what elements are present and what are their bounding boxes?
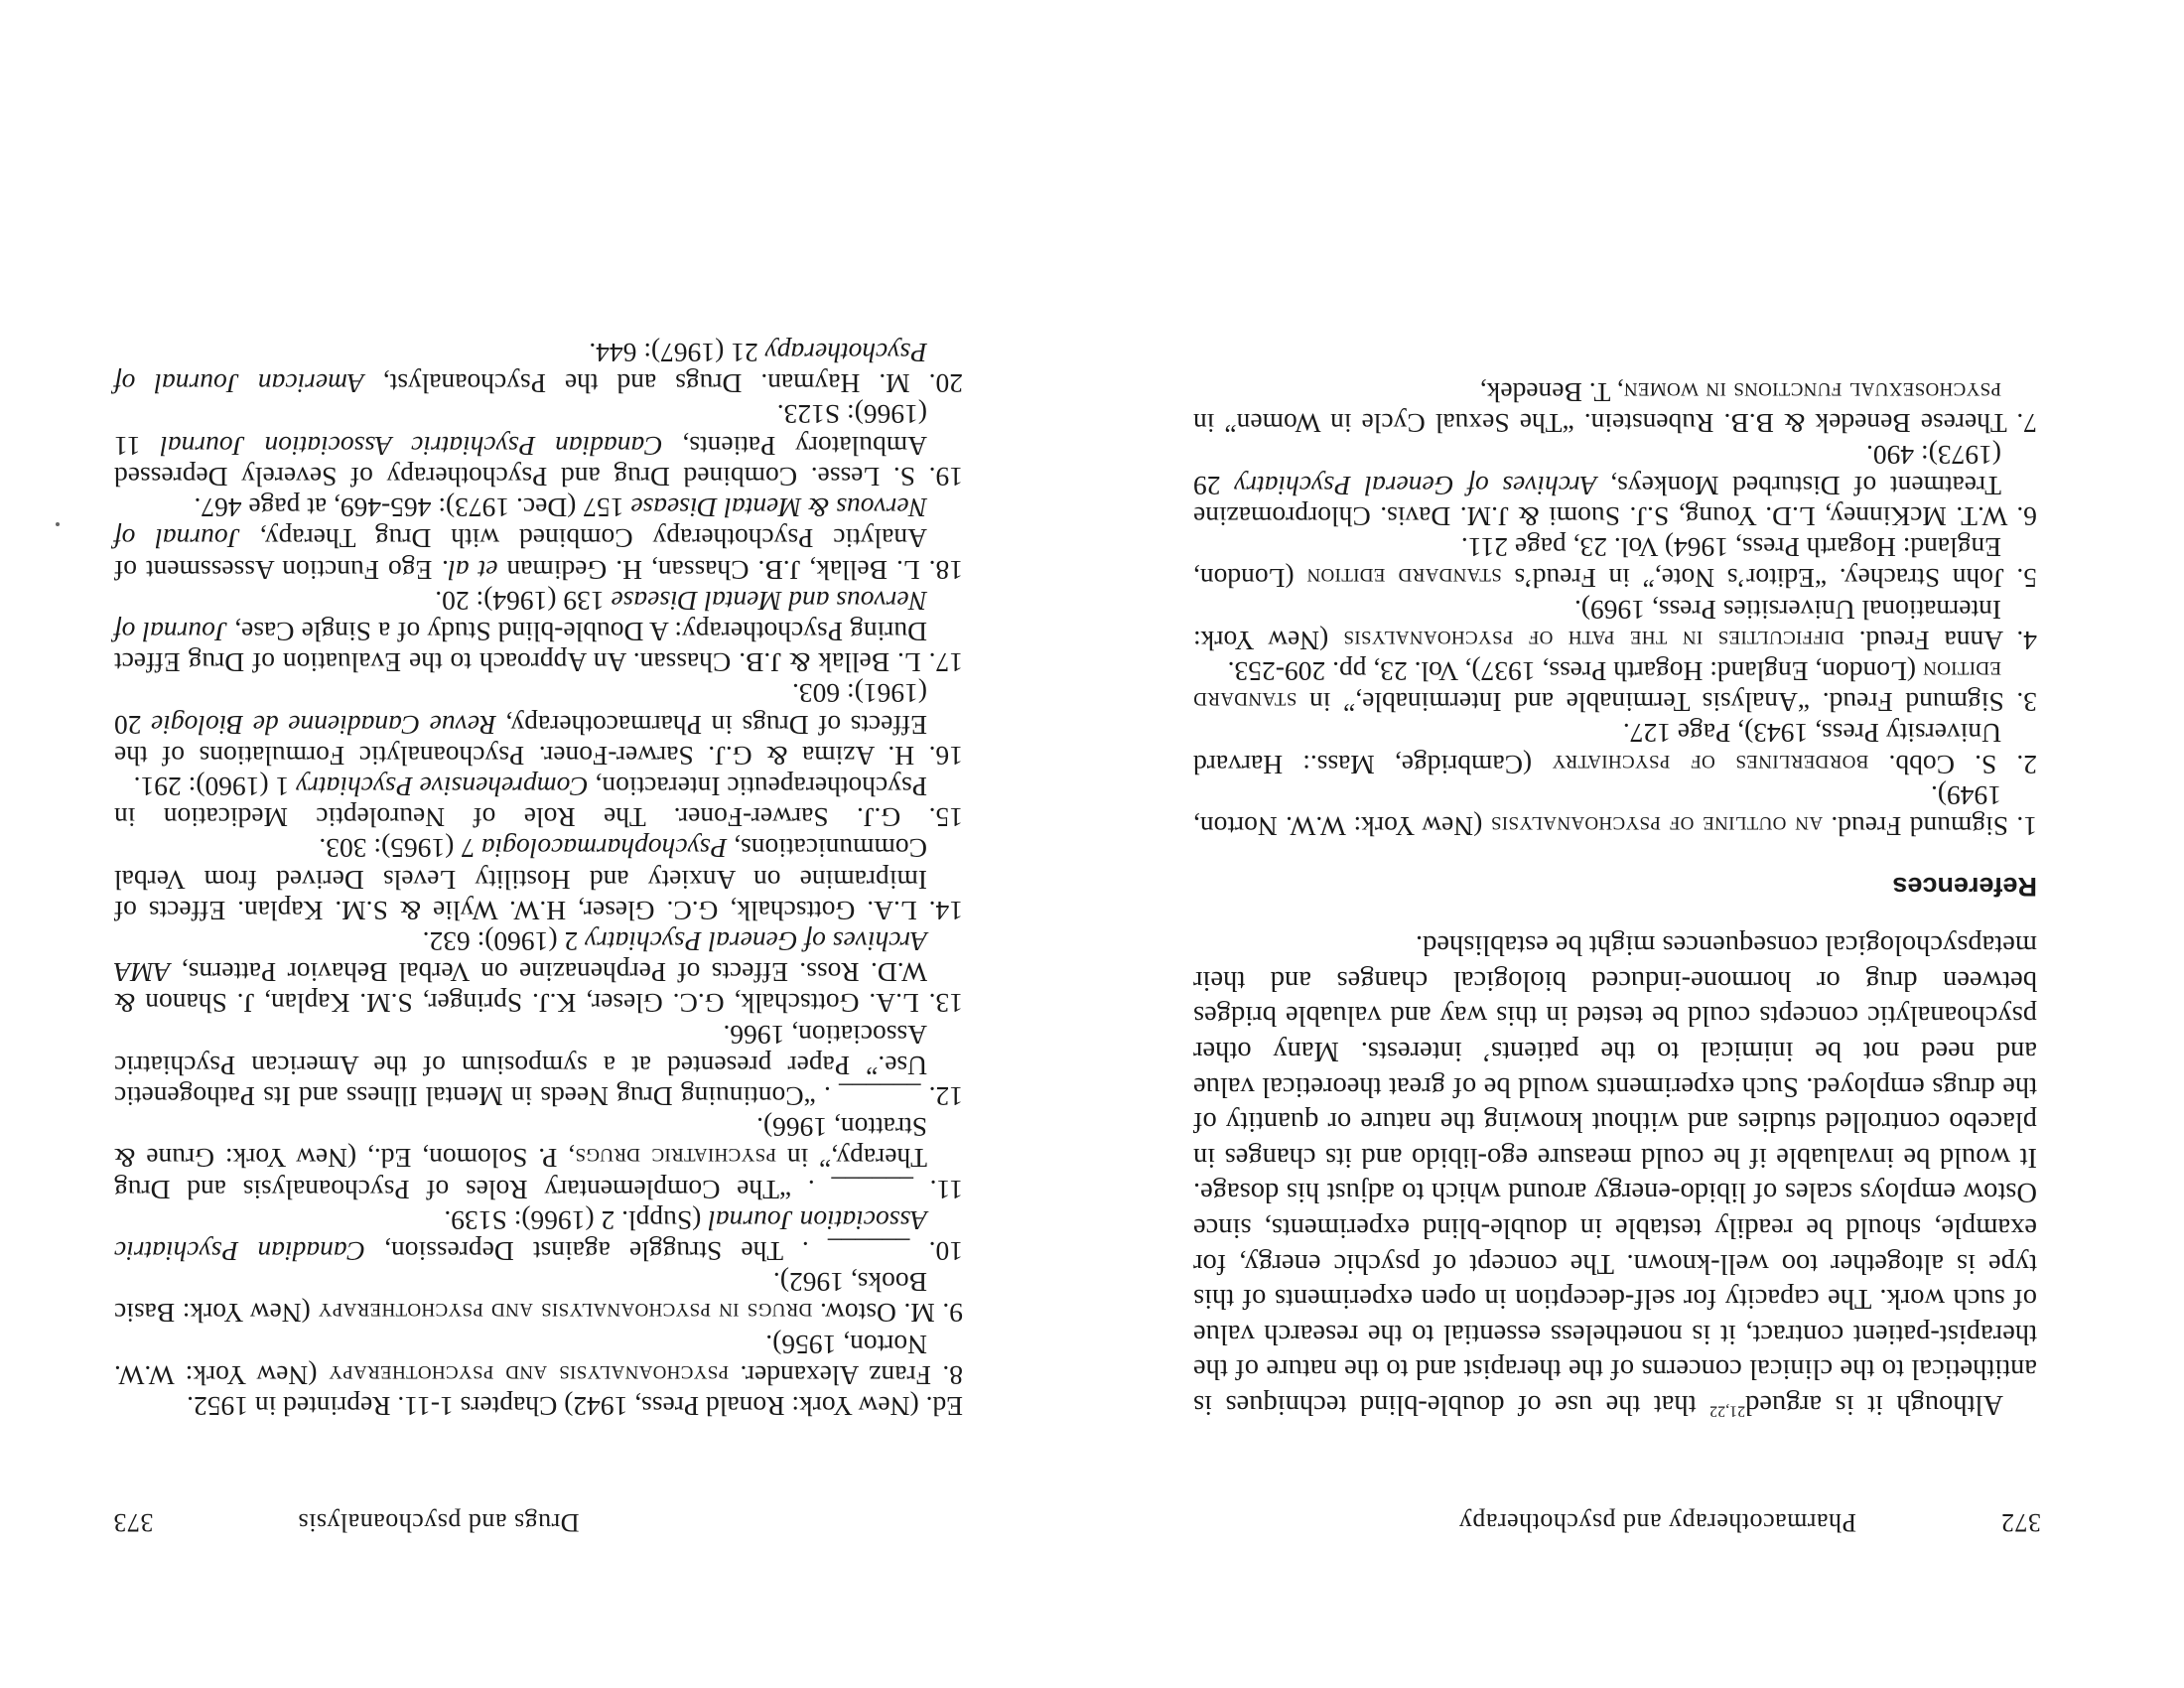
reference-entry: 17. L. Bellak & J.B. Chassan. An Approach to the Evaluation of Drug Effect During Psychotherapy: A Double-blind Study of a Single Case, Journal of Nervous and Mental Disease 139 (1964): 20. [114,585,963,679]
running-head-title: Drugs and psychoanalysis [298,1508,580,1537]
running-head-title: Pharmacotherapy and psychotherapy [1458,1508,1856,1537]
reference-entry: 1. Sigmund Freud. an outline of psychoanalysis (New York: W.W. Norton, 1949). [1193,779,2037,843]
reference-entry: 3. Sigmund Freud. “Analysis Terminable and Interminable,” in standard edition (London, England: Hogarth Press, 1937), Vol. 23, pp. 209-253. [1193,656,2037,719]
reference-entry: 2. S. Cobb. borderlines of psychiatry (Cambridge, Mass.: Harvard University Press, 1943), Page 127. [1192,718,2037,780]
reference-entry: 14. L.A. Gottschalk, G.C. Gleser, H.W. Wylie & S.M. Kaplan. Effects of Imipramine on Anxiety and Hostility Levels Derived from Verbal Communications, Psychopharmacologia 7 (1965): 303. [114,833,963,926]
left-page [1181,0,2045,1688]
references-heading: References [1892,871,2037,902]
reference-entry: 9. M. Ostow. drugs in psychoanalysis and psychotherapy (New York: Basic Books, 1962). [114,1267,963,1330]
reference-entry: 11. ______ . “The Complementary Roles of Psychoanalysis and Drug Therapy,” in psychiatric drugs, P. Solomon, Ed., (New York: Grune & Stratton, 1966). [114,1112,963,1205]
reference-list [114,338,963,1422]
running-head [1181,1497,2045,1537]
reference-list-continued [114,338,963,1422]
reference-entry: 16. H. Azima & G.J. Sarwer-Foner. Psychoanalytic Formulations of the Effects of Drugs in Pharmacotherapy, Revue Canadienne de Biologie 20 (1961): 603. [114,678,963,772]
reference-entry: 7. Therese Benedek & B.B. Rubenstein. “The Sexual Cycle in Women” in psychosexual functions in women, T. Benedek, [1193,377,2037,440]
reference-entry: 20. M. Hayman. Drugs and the Psychoanalyst, American Journal of Psychotherapy 21 (1967): 644. [114,338,963,400]
reference-entry: 15. G.J. Sarwer-Foner. The Role of Neuroleptic Medication in Psychotherapeutic Interaction, Comprehensive Psychiatry 1 (1960): 291. [114,771,963,834]
page-number: 373 [113,1508,154,1537]
page-number: 372 [2000,1508,2041,1537]
reference-entry: 13. L.A. Gottschalk, G.C. Gleser, K.J. Springer, S.M. Kaplan, J. Shanon & W.D. Ross. Effects of Perphenazine on Verbal Behavior Patterns, AMA Archives of General Psychiatry 2 (1960): 632. [114,925,963,1020]
body-paragraph: Although it is argued$^{21,22}$ that the use of double-blind techniques is antithetical to the clinical concerns of the therapist and to the nature of the therapist-patient contract, it is nonetheless essential to the research value of such work. The capacity for self-deception in open experiments of this type is altogether too well-known. The concept of psychic energy, for example, should be readily testable in double-blind experiments, since Ostow employs scales of libido-energy around which to adjust his dosage. It would be invaluable if he could measure ego-libido and its changes in placebo controlled studies and without knowing the nature or quantity of the drugs employed. Such experiments would be of great theoretical value and need not be inimical to the patients’ interests. Many other psychoanalytic concepts could be tested in this way and valuable bridges between drug or hormone-induced biological changes and their metapsychological consequences might be established. [1193,929,2037,1420]
reference-entry: 19. S. Lesse. Combined Drug and Psychotherapy of Severely Depressed Ambulatory Patients, Canadian Psychiatric Association Journal 11 (1966): S123. [113,399,963,492]
body-text [1193,377,2037,1422]
reference-entry: 5. John Strachey. “Editor’s Note,” in Freud’s standard edition (London, England: Hogarth Press, 1964) Vol. 23, page 211. [1192,532,2037,595]
reference-entry: 4. Anna Freud. difficulties in the path of psychoanalysis (New York: International Universities Press, 1969). [1193,594,2037,656]
reference-entry: Ed. (New York: Ronald Press, 1942) Chapters 1-11. Reprinted in 1952. [187,1391,963,1422]
reference-entry: 18. L. Bellak, J.B. Chassan, H. Gediman et al. Ego Function Assessment of Analytic Psychotherapy Combined with Drug Therapy, Journal of Nervous & Mental Disease 157 (Dec. 1973): 465-469, at page 467. [114,492,963,586]
scan-speck [56,522,60,526]
reference-entry: 10. ______ . The Struggle against Depression, Canadian Psychiatric Association Journal (Suppl. 2 (1966): S139. [114,1204,963,1267]
right-page [109,0,963,1688]
reference-list [1193,377,2037,842]
reference-entry: 12. ______ . “Continuing Drug Needs in Mental Illness and Its Pathogenetic Use.” Paper presented at a symposium of the American Psychiatric Association, 1966. [114,1019,963,1112]
reference-entry: 8. Franz Alexander. psychoanalysis and psychotherapy (New York: W.W. Norton, 1956). [114,1329,963,1391]
reference-entry: 6. W.T. McKinney, L.D. Young, S.J. Suomi & J.M. Davis. Chlorpromazine Treatment of Disturbed Monkeys, Archives of General Psychiatry 29 (1973): 490. [1192,439,2037,533]
running-head [109,1497,963,1537]
